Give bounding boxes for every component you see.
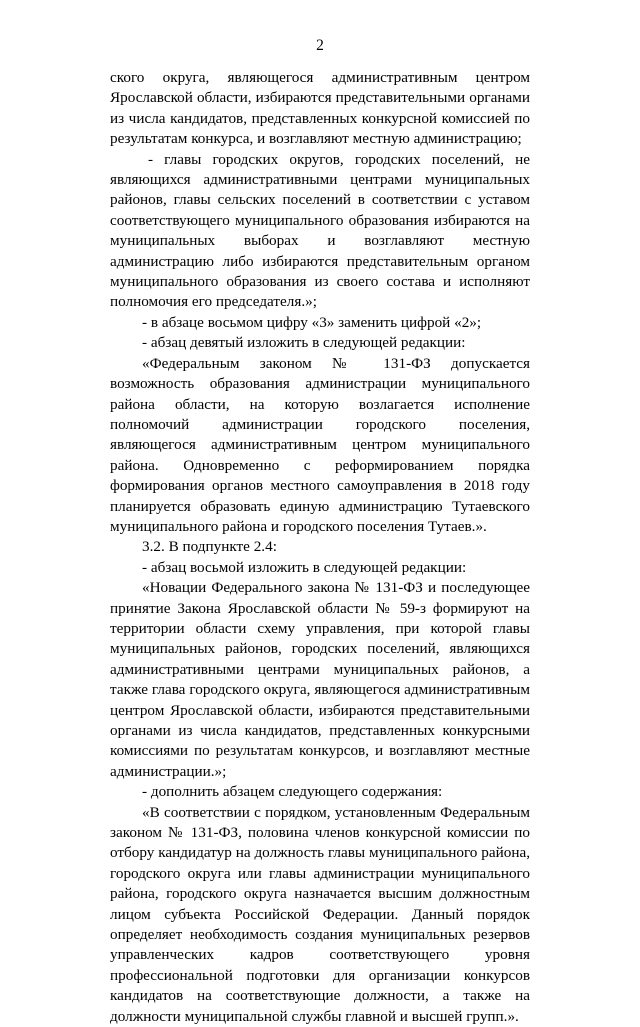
document-body <box>110 68 530 1027</box>
paragraph-continuation: ского округа, являющегося административным центром Ярославской области, избираются представительными органами из числа кандидатов, представленных конкурсной комиссией по результатам конкурса, и возглавляют местную администрацию; <box>110 69 530 148</box>
paragraph-eighth-indent-instruction: - абзац восьмой изложить в следующей редакции: <box>142 558 467 576</box>
paragraph-federal-law-admin: «Федеральным законом № 131-ФЗ допускается возможность образования администрации муниципального района области, на которую возлагается исполнение полномочий администрации городского поселения, являющегося административным центром муниципального района. Одновременно с реформированием порядка формирования органов местного самоуправления в 2018 году планируется образовать единую администрацию Тутаевского муниципального района и городского поселения Тутаев.». <box>110 354 530 535</box>
paragraph-subpoint-2-4: 3.2. В подпункте 2.4: <box>142 538 277 556</box>
paragraph-eighth-indent-change: - в абзаце восьмом цифру «3» заменить цифрой «2»; <box>142 313 482 331</box>
paragraph-competition-commission: «В соответствии с порядком, установленным Федеральным законом № 131-ФЗ, половина членов конкурсной комиссии по отбору кандидатур на должность главы муниципального района, городского округа или главы администрации муниципального района, городского округа назначается высшим должностным лицом субъекта Российской Федерации. Данный порядок определяет необходимость создания муниципальных резервов управленческих кадров соответствующего уровня профессиональной подготовки для организации конкурсов кандидатов на соответствующие должности, а также на должности муниципальной службы главной и высшей групп.». <box>110 803 530 1025</box>
paragraph-novations-federal-law: «Новации Федерального закона № 131-ФЗ и последующее принятие Закона Ярославской области № 59-з формируют на территории области схему управления, при которой главы муниципальных районов, городских поселений, являющихся административными центрами муниципальных районов, а также глава городского округа, являющегося административным центром Ярославской области, избираются представительными органами из числа кандидатов, представленных конкурсными комиссиями по результатам конкурсов, и возглавляют местные администрации.»; <box>110 579 530 780</box>
paragraph-ninth-indent-instruction: - абзац девятый изложить в следующей редакции: <box>142 334 466 352</box>
page-number: 2 <box>316 37 324 54</box>
paragraph-add-indent-instruction: - дополнить абзацем следующего содержания: <box>142 783 443 801</box>
paragraph-heads-of-city-districts: - главы городских округов, городских поселений, не являющихся административными центрами муниципальных районов, главы сельских поселений в соответствии с уставом соответствующего муниципального образования избираются на муниципальных выборах и возглавляют местную администрацию либо избираются представительным органом муниципального образования из своего состава и исполняют полномочия его председателя.»; <box>110 150 530 311</box>
